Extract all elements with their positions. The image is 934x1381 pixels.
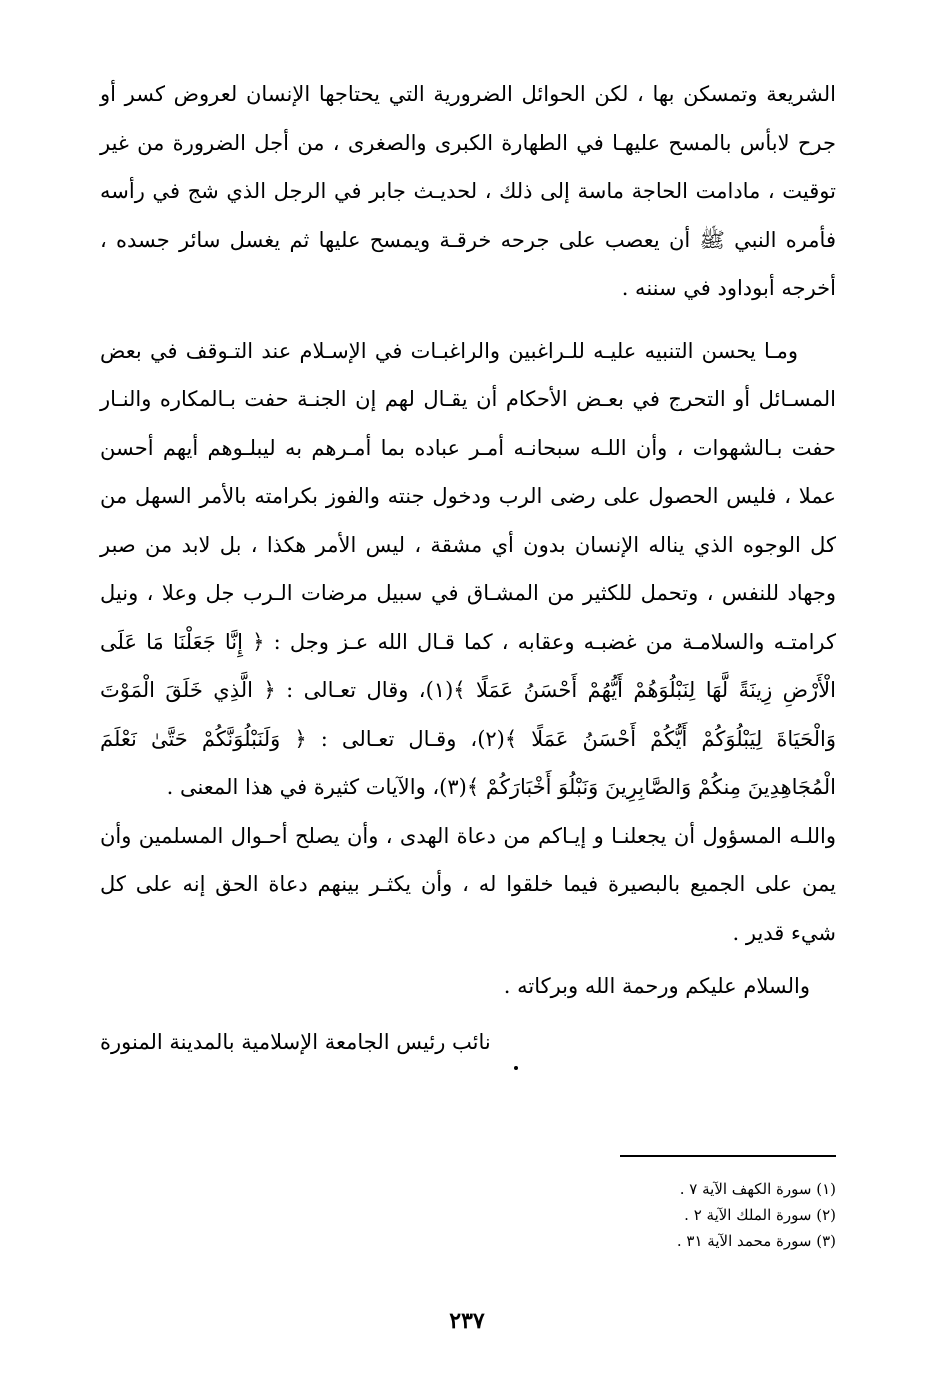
paragraph-3: واللـه المسؤول أن يجعلنـا و إيـاكم من دعاة الهدى ، وأن يصلح أحـوال المسلمين وأن يمن على الجميع بالبصيرة فيما خلقوا له ، وأن يكثـر بينهم دعاة الحق إنه على كل شيء قدير .: [100, 823, 836, 945]
paragraph-1: الشريعة وتمسكن بها ، لكن الحوائل الضرورية التي يحتاجها الإنسان لعروض كسر أو جرح لابأس بالمسح عليهـا في الطهارة الكبرى والصغرى ، من أجل الضرورة من غير توقيت ، مادامت الحاجة ماسة إلى ذلك ، لحديـث جابر في الرجل الذي شج في رأسه فأمره النبي ﷺ أن يعصب على جرحه خرقـة ويمسح عليها ثم يغسل سائر جسده ، أخرجه أبوداود في سننه .: [100, 82, 836, 300]
footnote-ref-2: (٢): [477, 726, 505, 751]
closing-greeting: والسلام عليكم ورحمة الله وبركاته .: [503, 974, 810, 998]
paragraph-2-ending: ، والآيات كثيرة في هذا المعنى .: [166, 775, 440, 799]
quran-verse-1: ﴿ إِنَّا جَعَلْنَا مَا عَلَى الْأَرْضِ زِينَةً لَّهَا لِنَبْلُوَهُمْ أَيُّهُمْ أَحْسَنُ عَمَلًا ﴾: [100, 629, 836, 702]
paragraph-2-intro: ومـا يحسن التنبيه عليـه للـراغبين والراغبـات في الإسـلام عند التـوقف في بعض المسـائل أو التحرج في بعـض الأحكام أن يقـال لهم إن الجنـة حفت بـالمكاره والنـار حفت بـالشهوات ، وأن اللـه سبحانـه أمـر عباده بما أمـرهم به ليبلـوهم أيهم أحسن عملا ، فليس الحصول على رضى الرب ودخول جنته والفوز بكرامته بالأمر السهل من كل الوجوه الذي يناله الإنسان بدون أي مشقة ، ليس الأمر هكذا ، بل لابد من صبر وجهاد للنفس ، وتحمل للكثير من المشـاق في سبيل مرضات الـرب جل وعلا ، ونيل كرامتـه والسلامـة من غضبـه وعقابه ، كما قـال الله عـز وجل :: [100, 338, 836, 654]
connector-2: ، وقـال تعـالى :: [320, 726, 478, 751]
footnote-2: (٢) سورة الملك الآية ٢ .: [684, 1206, 836, 1224]
page-number: ٢٣٧: [449, 1308, 485, 1334]
footnote-divider: [620, 1155, 836, 1157]
quran-verse-3: ﴿ وَلَنَبْلُوَنَّكُمْ حَتَّىٰ نَعْلَمَ الْمُجَاهِدِينَ مِنكُمْ وَالصَّابِرِينَ وَنَبْلُوَ أَخْبَارَكُمْ ﴾: [100, 726, 836, 799]
footnote-3: (٣) سورة محمد الآية ٣١ .: [676, 1232, 836, 1250]
connector-1: ، وقال تعـالى :: [286, 678, 426, 702]
footnotes-list: [500, 1176, 836, 1254]
footnote-1: (١) سورة الكهف الآية ٧ .: [679, 1180, 836, 1198]
stray-dot: [514, 1066, 518, 1070]
paragraph-2: [100, 327, 836, 812]
main-text: [100, 70, 836, 957]
footnote-ref-3: (٣): [439, 775, 467, 799]
quran-verse-2: ﴿ الَّذِي خَلَقَ الْمَوْتَ وَالْحَيَاةَ لِيَبْلُوَكُمْ أَيُّكُمْ أَحْسَنُ عَمَلًا ﴾: [100, 678, 836, 751]
signature-line: نائب رئيس الجامعة الإسلامية بالمدينة المنورة: [100, 1030, 491, 1054]
footnote-ref-1: (١): [425, 678, 454, 702]
